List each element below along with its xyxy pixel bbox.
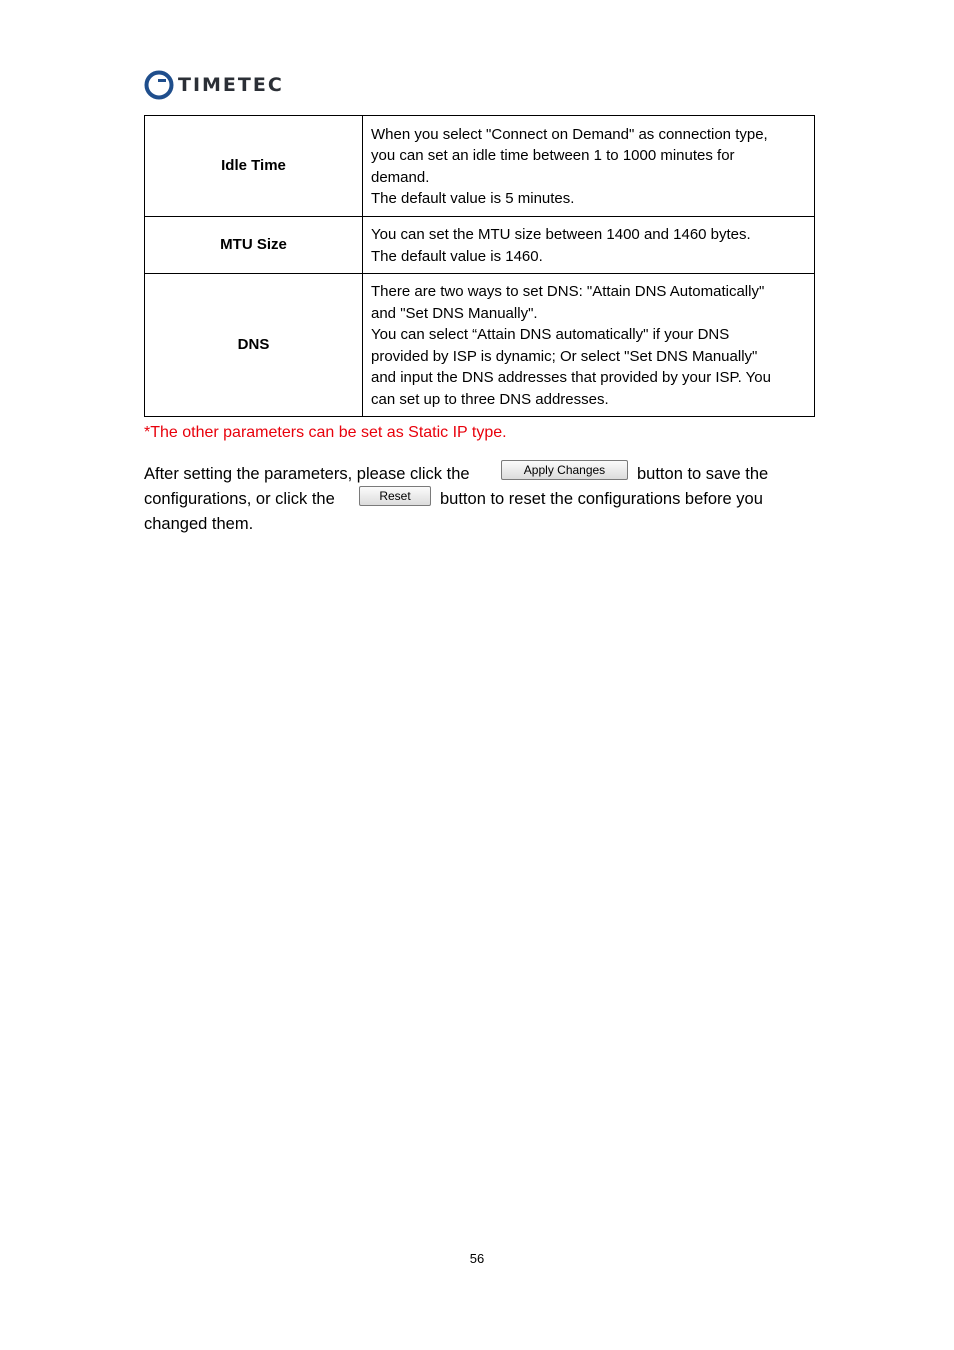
param-name-dns: DNS: [145, 274, 363, 417]
desc-line: provided by ISP is dynamic; Or select "Set DNS Manually": [371, 347, 758, 365]
text-segment: button to reset the configurations before you: [440, 490, 763, 508]
desc-line: demand.: [371, 168, 430, 186]
desc-line: You can select “Attain DNS automatically" if your DNS: [371, 326, 730, 343]
reset-button[interactable]: Reset: [359, 486, 431, 506]
desc-line: The default value is 1460.: [371, 247, 543, 265]
logo-text: TIMETEC: [178, 73, 284, 96]
param-desc-dns: [363, 274, 815, 417]
timetec-logo-mark-icon: [144, 70, 174, 100]
timetec-logo: [144, 69, 284, 101]
desc-line: You can set the MTU size between 1400 and 1460 bytes.: [371, 226, 751, 243]
parameter-table: [144, 115, 815, 417]
text-segment: configurations, or click the: [144, 490, 335, 508]
param-desc-idle-time: [363, 116, 815, 217]
desc-line: When you select "Connect on Demand" as connection type,: [371, 125, 768, 143]
apply-changes-button[interactable]: Apply Changes: [501, 460, 628, 480]
text-segment: button to save the: [637, 465, 769, 483]
table-row-mtu-size: [145, 217, 815, 274]
desc-line: you can set an idle time between 1 to 1000 minutes for: [371, 147, 735, 164]
paragraph-line-1: [144, 462, 824, 487]
page-number: 56: [469, 1251, 485, 1266]
table-row-idle-time: [145, 116, 815, 217]
desc-line: and input the DNS addresses that provided by your ISP. You: [371, 369, 771, 386]
param-name-idle-time: Idle Time: [145, 116, 363, 217]
param-desc-mtu-size: [363, 217, 815, 274]
param-name-mtu-size: MTU Size: [145, 217, 363, 274]
table-row-dns: [145, 274, 815, 417]
text-segment: After setting the parameters, please click the: [144, 465, 470, 483]
paragraph-line-2: [144, 487, 824, 512]
desc-line: There are two ways to set DNS: "Attain DNS Automatically": [371, 283, 765, 300]
paragraph-line-3: [144, 512, 824, 537]
desc-line: The default value is 5 minutes.: [371, 190, 575, 207]
desc-line: and "Set DNS Manually".: [371, 304, 538, 322]
text-segment: changed them.: [144, 515, 254, 533]
static-ip-note: *The other parameters can be set as Static IP type.: [144, 424, 507, 441]
instructions-paragraph: [144, 462, 824, 537]
desc-line: can set up to three DNS addresses.: [371, 390, 609, 408]
